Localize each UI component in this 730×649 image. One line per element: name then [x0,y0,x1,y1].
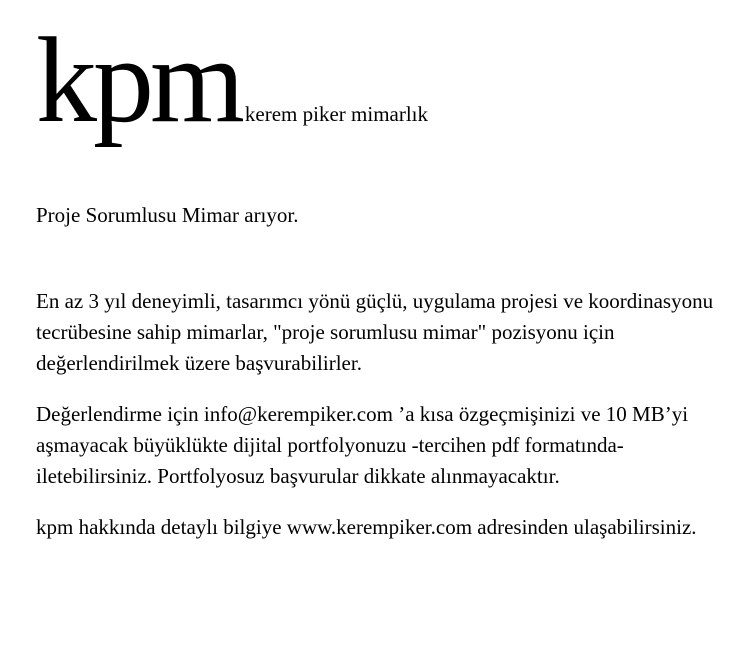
info-paragraph: kpm hakkında detaylı bilgiye www.kerempiker.com adresinden ulaşabilirsiniz. [36,515,697,539]
job-headline: Proje Sorumlusu Mimar arıyor. [36,203,299,227]
application-paragraph: Değerlendirme için info@kerempiker.com ’a kısa özgeçmişinizi ve 10 MB’yi aşmayacak büyüklükte dijital portfolyonuzu -tercihen pdf formatında- iletebilirsiniz. Portfolyosuz başvurular dikkate alınmayacaktır. [36,402,689,488]
logo-mark: kpm [36,13,241,148]
logo-header [36,13,429,148]
job-posting-body [36,200,716,563]
company-name: kerem piker mimarlık [244,102,429,126]
requirements-paragraph: En az 3 yıl deneyimli, tasarımcı yönü güçlü, uygulama projesi ve koordinasyonu tecrübesine sahip mimarlar, "proje sorumlusu mimar" pozisyonu için değerlendirilmek üzere başvurabilirler. [36,289,714,375]
